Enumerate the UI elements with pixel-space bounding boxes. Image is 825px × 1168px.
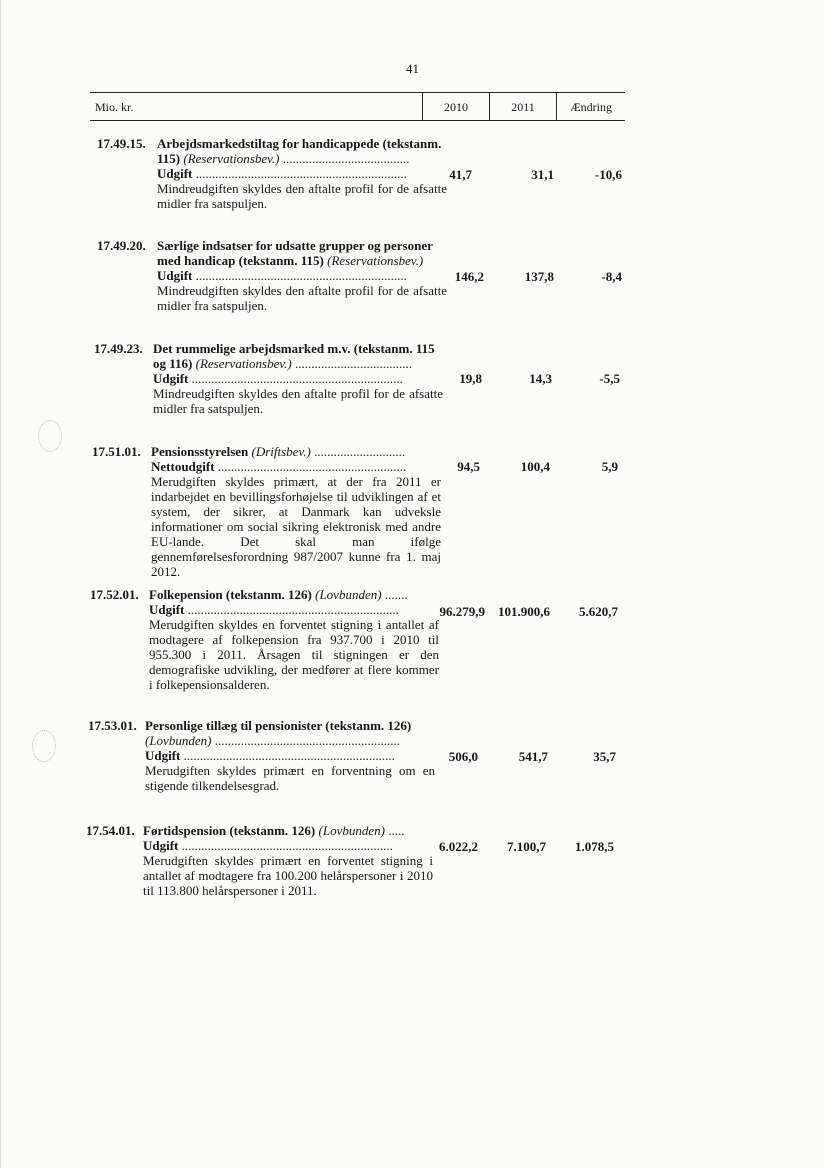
value-change: 5.620,7 [579, 604, 618, 619]
bevilling-type: (Lovbunden) [318, 823, 385, 838]
entry-title: Folkepension (tekstanm. 126) (Lovbunden) ....... [149, 587, 408, 602]
entry-label-line: Udgift ................................................................. [157, 268, 407, 283]
value-change: -5,5 [599, 371, 620, 386]
entry-number: 17.49.15. [97, 136, 146, 151]
entry-description: Merudgiften skyldes en forventet stigning i antallet af modtagere af folkepension fra 937.700 i 2010 til 955.300 i 2011. Årsagen til stigningen er den demografiske udvikling, der medfører at flere kommer i folkepensionsalderen. [149, 617, 439, 692]
bevilling-type: (Reservationsbev.) [183, 151, 280, 166]
entry-body [151, 444, 441, 579]
entry-label-line: Nettoudgift .......................................................... [151, 459, 407, 474]
entry-title: Pensionsstyrelsen (Driftsbev.) ............................ [151, 444, 406, 459]
entry-number: 17.49.20. [97, 238, 146, 253]
entry-title: Særlige indsatser for udsatte grupper og personer med handicap (tekstanm. 115) (Reservationsbev.) [157, 238, 433, 268]
bevilling-type: (Reservationsbev.) [327, 253, 424, 268]
value-change: 35,7 [593, 749, 616, 764]
value-2011: 101.900,6 [498, 604, 550, 619]
value-2010: 6.022,2 [439, 839, 478, 854]
value-2011: 14,3 [529, 371, 552, 386]
entry-label-line: Udgift ................................................................. [157, 166, 407, 181]
bevilling-type: (Driftsbev.) [251, 444, 311, 459]
entry-label-line: Udgift ................................................................. [143, 838, 393, 853]
scan-edge [0, 0, 1, 1168]
entry-description: Merudgiften skyldes primært, at der fra 2011 er indarbejdet en bevillingsforhøjelse til udviklingen af et system, der sikrer, at Danmark kan udveksle informationer om social sikring elektronisk med andre EU-lande. Det skal man ifølge gennemførelsesforordning 987/2007 kunne fra 1. maj 2012. [151, 474, 441, 579]
page-number: 41 [406, 61, 419, 76]
entry-label-line: Udgift ................................................................. [145, 748, 395, 763]
column-header-change: Ændring [570, 100, 612, 114]
entry-body [153, 341, 443, 416]
entry-number: 17.53.01. [88, 718, 137, 733]
value-2010: 506,0 [448, 749, 478, 764]
scan-artifact [38, 420, 62, 452]
entry-description: Merudgiften skyldes primært en forventet stigning i antallet af modtagere fra 100.200 helårspersoner i 2010 til 113.800 helårspersoner i 2011. [143, 853, 433, 898]
table-header [90, 92, 625, 122]
value-change: -8,4 [601, 269, 622, 284]
entry-description: Mindreudgiften skyldes den aftalte profil for de afsatte midler fra satspuljen. [157, 283, 447, 313]
header-rule-bottom [90, 120, 625, 121]
value-change: -10,6 [594, 167, 622, 182]
value-2011: 7.100,7 [507, 839, 546, 854]
value-2011: 100,4 [520, 459, 550, 474]
bevilling-type: (Lovbunden) [315, 587, 382, 602]
entry-label-line: Udgift ................................................................. [149, 602, 399, 617]
bevilling-type: (Reservationsbev.) [195, 356, 292, 371]
entry-number: 17.54.01. [86, 823, 135, 838]
entry-number: 17.51.01. [92, 444, 141, 459]
entry-description: Mindreudgiften skyldes den aftalte profil for de afsatte midler fra satspuljen. [157, 181, 447, 211]
entry-title: Det rummelige arbejdsmarked m.v. (tekstanm. 115 og 116) (Reservationsbev.) .................................... [153, 341, 435, 371]
unit-label: Mio. kr. [95, 100, 134, 114]
value-change: 5,9 [601, 459, 618, 474]
value-2011: 137,8 [524, 269, 554, 284]
entry-number: 17.49.23. [94, 341, 143, 356]
entry-description: Merudgiften skyldes primært en forventning om en stigende tilkendelsesgrad. [145, 763, 435, 793]
value-2010: 41,7 [449, 167, 472, 182]
entry-label-line: Udgift ................................................................. [153, 371, 403, 386]
value-2010: 146,2 [454, 269, 484, 284]
entry-title: Arbejdsmarkedstiltag for handicappede (tekstanm. 115) (Reservationsbev.) ....................................... [157, 136, 442, 166]
scan-artifact [32, 730, 56, 762]
value-change: 1.078,5 [575, 839, 614, 854]
entry-body [143, 823, 433, 898]
column-header-2011: 2011 [511, 100, 535, 114]
value-2010: 94,5 [457, 459, 480, 474]
header-rule-top [90, 92, 625, 93]
entry-title: Førtidspension (tekstanm. 126) (Lovbunden) ..... [143, 823, 405, 838]
value-2010: 96.279,9 [439, 604, 485, 619]
entry-body [145, 718, 435, 793]
entry-title: Personlige tillæg til pensionister (tekstanm. 126) (Lovbunden) ......................................................... [145, 718, 412, 748]
bevilling-type: (Lovbunden) [145, 733, 212, 748]
value-2010: 19,8 [459, 371, 482, 386]
value-2011: 31,1 [531, 167, 554, 182]
entry-body [149, 587, 439, 692]
value-2011: 541,7 [518, 749, 548, 764]
entry-description: Mindreudgiften skyldes den aftalte profil for de afsatte midler fra satspuljen. [153, 386, 443, 416]
column-header-2010: 2010 [444, 100, 468, 114]
entry-number: 17.52.01. [90, 587, 139, 602]
